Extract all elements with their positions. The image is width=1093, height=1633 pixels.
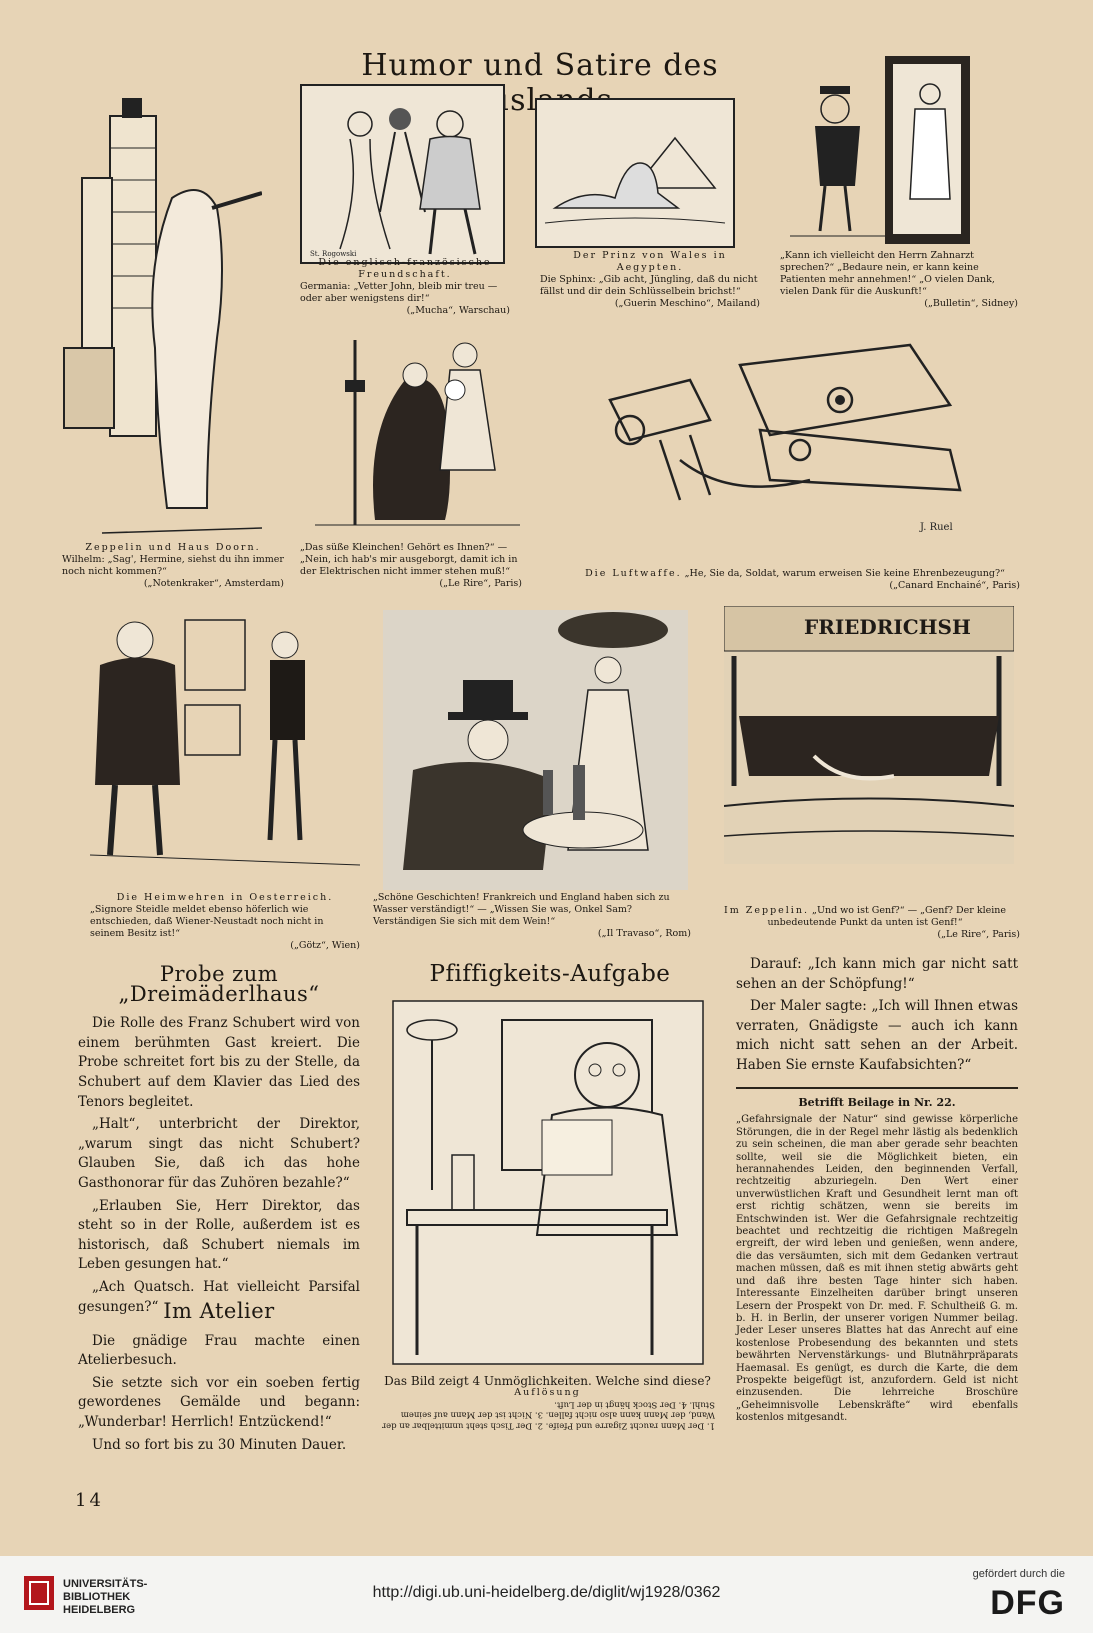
article-beilage-heading: Betrifft Beilage in Nr. 22.: [798, 1096, 956, 1109]
caption-heading: Im Zeppelin.: [723, 905, 809, 916]
man-smoking-drawing: [392, 1000, 704, 1365]
paragraph: Die gnädige Frau machte einen Atelierbesuch.: [78, 1332, 360, 1369]
caption-heading: Die englisch-französische Freundschaft.: [318, 257, 492, 280]
uncle-sam-wine-drawing: [383, 610, 688, 890]
caption-source: („Le Rire“, Paris): [439, 578, 522, 589]
caption-text: Wilhelm: „Sag', Hermine, siehst du ihn immer noch nicht kommen?“: [62, 554, 284, 577]
cartoon-signature: St. Rogowski: [310, 250, 357, 258]
sphinx-drawing: [535, 98, 735, 248]
caption-text: „Und wo ist Genf?“ — „Genf? Der kleine unbedeutende Punkt da unten ist Genf!“: [767, 905, 1007, 928]
puzzle-image: [392, 1000, 704, 1365]
page-title: Humor und Satire des: [361, 48, 719, 83]
caption-dentist: [780, 250, 1018, 310]
caption-source: („Mucha“, Warschau): [406, 305, 510, 316]
chimney-woman-drawing: [62, 88, 262, 536]
caption-source: („Bulletin“, Sidney): [924, 298, 1018, 309]
paragraph: „Erlauben Sie, Herr Direktor, das steht so in der Rolle, außerdem ist es historisch, daß Schubert niemals im Leben gesungen hat.“: [78, 1197, 360, 1273]
three-figures-drawing: [300, 84, 505, 264]
article-beilage-text: „Gefahrsignale der Natur“ sind gewisse körperliche Störungen, die in der Regel mehr lästig als bedenklich zu sein scheinen, die man aber gerade sehr beachten sollte, weil sie die Möglichkeit bieten, ein herannahendes Leiden, den beginnenden Verfall, rechtzeitig abzuriegeln. Den Wert einer unverwüstlichen Kraft und Gesundheit lernt man oft erst richtig schätzen, wenn sie bereits im Entschwinden ist. Wer die Gefahrsignale rechtzeitig beachtet und rechtzeitig die richtigen Maßregeln ergreift, der wird leben und genießen, wenn andere, die das versäumten, sich mit dem Gedanken vertraut machen müssen, daß es mit ihnen stetig abwärts geht und daß ihre besten Tage hinter sich haben. Interessante Einzelheiten darüber bringt unseren Lesern der Prospekt von Dr. med. F. Schultheiß G. m. b. H. in Berlin, der unserer vorigen Nummer beilag. Jeder Leser unseres Blattes hat das Anrecht auf eine kostenlose Probesendung des bekannten und stets bewährten Nervenstärkungs- und Blutnährpräparats Haemasal. Es genügt, es durch die Karte, die dem Prospekte beigefügt ist, anzufordern. Geld ist nicht einzusenden. Die lehrreiche Broschüre „Geheimnisvolle Lebenskräfte“ wird ebenfalls kostenlos mitgesandt.: [736, 1114, 1018, 1424]
article-probe: [78, 962, 360, 1323]
caption-source: („Il Travaso“, Rom): [597, 928, 691, 939]
caption-source: („Guerin Meschino“, Mailand): [614, 298, 760, 309]
caption-heimwehren: [90, 892, 360, 952]
caption-source: („Notenkraker“, Amsterdam): [143, 578, 284, 589]
article-atelier-continued: [736, 955, 1018, 1079]
caption-sphinx: [540, 250, 760, 310]
caption-wine: [373, 892, 691, 940]
cartoon-dentist-image: [790, 54, 975, 246]
caption-text: „Das süße Kleinchen! Gehört es Ihnen?“ — „Nein, ich hab's mir ausgeborgt, damit ich in der Elektrischen nicht immer stehen muß!“: [300, 542, 518, 577]
puzzle-question: Das Bild zeigt 4 Unmöglichkeiten. Welche sind diese?: [384, 1374, 711, 1388]
women-baby-drawing: [315, 320, 520, 530]
caption-heading: Die Luftwaffe.: [585, 568, 682, 579]
caption-zeppelin-doorn: [62, 542, 284, 590]
airplanes-drawing: [600, 340, 990, 540]
puzzle-solution-text: 1. Der Mann raucht Zigarre und Pfeife. 2. Der Tisch steht unmittelbar an der Wand, der Mann kann also nicht fallen. 3. Nicht ist der Mann auf seinem Stuhl. 4. Der Stock hängt in der Luft.: [382, 1399, 715, 1431]
caption-electric-tram: [300, 542, 522, 590]
funding-label: gefördert durch die: [972, 1568, 1065, 1580]
paragraph: Und so fort bis zu 30 Minuten Dauer.: [92, 1436, 347, 1453]
paragraph: Der Maler sagte: „Ich will Ihnen etwas verraten, Gnädigste — auch ich kann mich nicht satt sehen an der Arbeit. Haben Sie ernste Kaufabsichten?“: [736, 998, 1018, 1073]
cartoon-airforce-image: [600, 340, 990, 540]
caption-text: Die Sphinx: „Gib acht, Jüngling, daß du nicht fällst und dir dein Schlüsselbein brichst!“: [540, 274, 758, 297]
zeppelin-sign-text: FRIEDRICHSH: [804, 615, 971, 639]
divider: [736, 1087, 1018, 1089]
viewer-footer: [0, 1556, 1093, 1633]
article-atelier: [78, 1299, 360, 1458]
article-atelier-heading: Im Atelier: [163, 1299, 275, 1323]
article-beilage: [736, 1093, 1018, 1425]
cartoon-sphinx-image: [535, 98, 735, 248]
caption-english-french: [300, 257, 510, 317]
institution-line: UNIVERSITÄTS-: [63, 1578, 148, 1590]
cartoon-zeppelin-genf-image: [724, 606, 1014, 864]
two-men-office-drawing: [90, 615, 360, 890]
caption-airforce: [570, 568, 1020, 592]
cartoon-heimwehren-image: [90, 615, 360, 890]
cartoon-english-french-image: [300, 84, 505, 264]
institution-line: BIBLIOTHEK: [63, 1591, 131, 1603]
puzzle-heading-block: [390, 961, 710, 995]
caption-text: „Schöne Geschichten! Frankreich und England haben sich zu Wasser verständigt!“ — „Wissen Sie was, Onkel Sam? Verständigen Sie sich mit dem Wein!“: [373, 892, 670, 927]
caption-zeppelin-genf: [710, 905, 1020, 941]
dentist-door-drawing: [790, 54, 975, 246]
paragraph: „Ach Quatsch. Hat vielleicht Parsifal gesungen?“: [78, 1278, 360, 1315]
cartoon-wine-image: [383, 610, 688, 890]
page-number: 14: [75, 1490, 104, 1511]
caption-heading: Der Prinz von Wales in Aegypten.: [573, 250, 727, 273]
caption-source: („Canard Enchainé“, Paris): [889, 580, 1020, 591]
dfg-logo: DFG: [990, 1584, 1065, 1622]
caption-text: „Kann ich vielleicht den Herrn Zahnarzt sprechen?“ „Bedaure nein, er kann keine Patienten mehr annehmen!“ „O vielen Dank, vielen Dank für die Auskunft!“: [780, 250, 995, 297]
cartoon-zeppelin-doorn-image: [62, 88, 262, 536]
caption-source: („Götz“, Wien): [290, 940, 360, 951]
caption-heading: Zeppelin und Haus Doorn.: [85, 542, 261, 553]
paragraph: Sie setzte sich vor ein soeben fertig gewordenes Gemälde und begann: „Wunderbar! Herrlich! Entzückend!“: [78, 1374, 360, 1430]
puzzle-solution-label: Auflösung: [514, 1387, 581, 1398]
caption-source: („Le Rire“, Paris): [937, 929, 1020, 940]
puzzle-caption: [380, 1375, 715, 1431]
cartoon-electric-tram-image: [315, 320, 520, 530]
cartoon-signature: J. Ruel: [920, 522, 953, 533]
paragraph: Darauf: „Ich kann mich gar nicht satt sehen an der Schöpfung!“: [736, 956, 1018, 992]
caption-text: „He, Sie da, Soldat, warum erweisen Sie keine Ehrenbezeugung?“: [684, 568, 1005, 579]
caption-text: „Signore Steidle meldet ebenso höferlich wie entschieden, daß Wiener-Neustadt noch nicht in seinem Besitz ist!“: [90, 904, 324, 939]
paragraph: Die Rolle des Franz Schubert wird von einem berühmten Gast kreiert. Die Probe schreitet fort bis zu der Stelle, da Schubert auf dem Klavier das Lied des Tenors begleitet.: [78, 1015, 360, 1110]
zeppelin-gondola-drawing: [724, 606, 1014, 864]
caption-heading: Die Heimwehren in Oesterreich.: [116, 892, 334, 903]
caption-text: Germania: „Vetter John, bleib mir treu — oder aber wenigstens dir!“: [300, 281, 498, 304]
source-url-link[interactable]: http://digi.ub.uni-heidelberg.de/diglit/wj1928/0362: [372, 1584, 721, 1601]
article-probe-heading: Probe zum „Dreimäderlhaus“: [118, 962, 320, 1006]
institution-line: HEIDELBERG: [63, 1604, 136, 1616]
puzzle-heading: Pfiffigkeits-Aufgabe: [429, 961, 671, 987]
paragraph: „Halt“, unterbricht der Direktor, „warum singt das nicht Schubert? Glauben Sie, daß ich das hohe Gasthonorar für das Zuhören bezahle?“: [78, 1116, 360, 1191]
